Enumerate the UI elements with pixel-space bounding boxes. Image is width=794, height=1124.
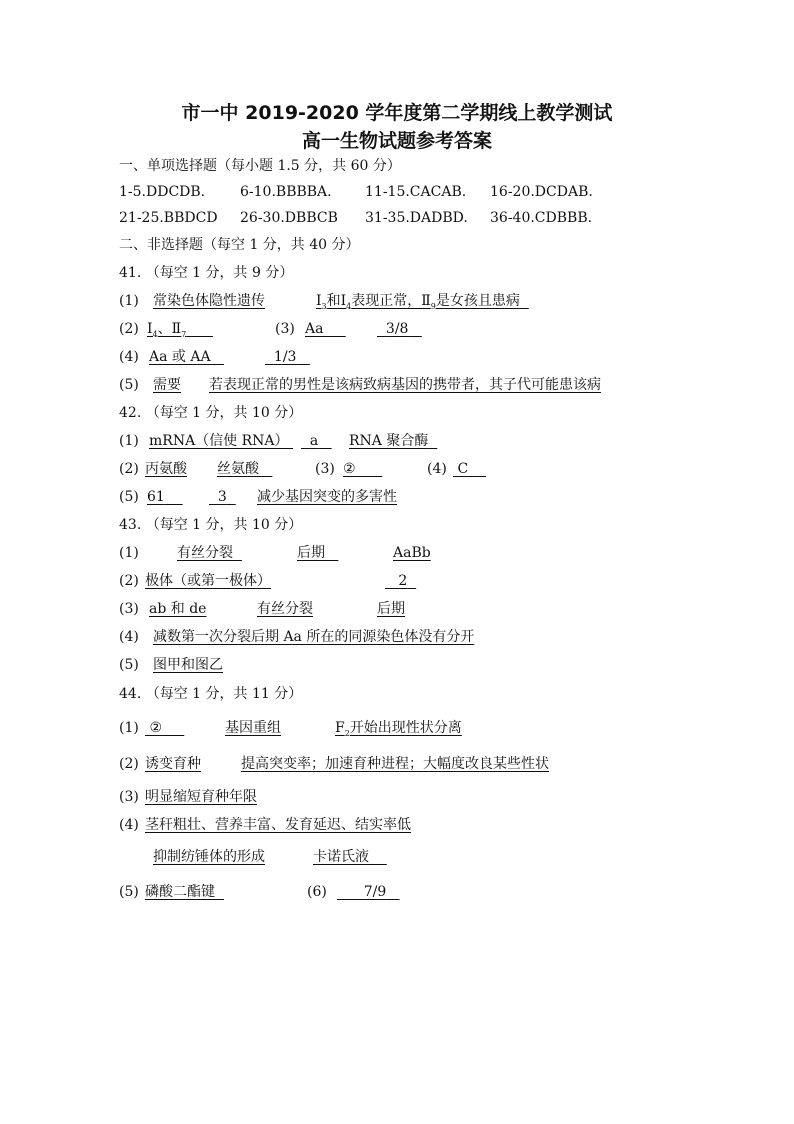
answer-blank: 极体（或第一极体） (145, 573, 271, 589)
q44-heading: 44. （每空 1 分，共 11 分） (119, 686, 303, 702)
q43-part1 (119, 544, 679, 562)
part-number: (2) (119, 461, 139, 477)
part-number: (3) (275, 321, 295, 337)
part-number: (1) (119, 720, 139, 736)
part-number: (3) (315, 461, 335, 477)
answer-blank: 3/8 (385, 321, 409, 337)
part-number: (4) (119, 349, 139, 365)
q43-part5 (119, 656, 679, 674)
answer-group: 21-25.BBDCD (119, 210, 218, 226)
answer-blank: ② (343, 461, 356, 477)
section2-heading: 二、非选择题（每空 1 分，共 40 分） (119, 237, 360, 253)
answer-group: 36-40.CDBBB. (490, 210, 593, 226)
answer-group: 16-20.DCDAB. (490, 184, 593, 200)
q44-part1 (119, 719, 679, 737)
answer-blank: 需要 (153, 377, 181, 393)
answer-blank: RNA 聚合酶 (349, 433, 429, 449)
answer-blank: 卡诺氏液 (313, 849, 369, 865)
answer-blank: Aa (305, 321, 324, 337)
q41-part4 (119, 348, 679, 366)
answer-blank: 3 (217, 489, 227, 505)
answer-group: 26-30.DBBCB (240, 210, 338, 226)
part-number: (1) (119, 293, 139, 309)
section1-heading: 一、单项选择题（每小题 1.5 分，共 60 分） (119, 158, 401, 174)
q41-part1 (119, 292, 679, 310)
answer-blank: ab 和 de (149, 601, 207, 617)
q44-part4-continued (119, 848, 679, 866)
answer-blank: 基因重组 (225, 720, 281, 736)
answer-blank: 诱变育种 (145, 756, 201, 772)
answer-blank: AaBb (393, 545, 431, 561)
answer-blank: 常染色体隐性遗传 (153, 293, 265, 309)
part-number: (2) (119, 321, 139, 337)
answer-blank: 抑制纺锤体的形成 (153, 849, 265, 865)
answer-group: 11-15.CACAB. (365, 184, 467, 200)
q42-part5 (119, 488, 679, 506)
part-number: (5) (119, 884, 139, 900)
q44-part4 (119, 816, 679, 834)
q42-part1 (119, 432, 679, 450)
answer-blank: 若表现正常的男性是该病致病基因的携带者，其子代可能患该病 (209, 377, 601, 393)
part-number: (5) (119, 657, 139, 673)
answer-blank: $Ⅰ_4$、$Ⅱ_7$ (147, 321, 187, 339)
answer-blank: C (457, 461, 469, 477)
answer-blank: 提高突变率；加速育种进程；大幅度改良某些性状 (241, 756, 549, 772)
q42-heading: 42. （每空 1 分，共 10 分） (119, 405, 303, 421)
answer-blank: 后期 (377, 601, 405, 617)
answer-blank: mRNA（信使 RNA） (149, 433, 289, 449)
part-number: (2) (119, 756, 139, 772)
part-number: (4) (119, 629, 139, 645)
answer-blank: 有丝分裂 (177, 545, 233, 561)
answer-blank: 2 (398, 573, 408, 589)
part-number: (4) (427, 461, 447, 477)
part-number: (6) (307, 884, 327, 900)
q41-heading: 41. （每空 1 分，共 9 分） (119, 265, 294, 281)
answer-blank: $Ⅰ_3$和$Ⅰ_4$表现正常，$Ⅱ_9$是女孩且患病 (316, 293, 520, 311)
part-number: (4) (119, 817, 139, 833)
answer-blank: Aa 或 AA (149, 349, 211, 365)
page-title-line1: 市一中 2019-2020 学年度第二学期线上教学测试 (181, 102, 613, 124)
q42-part2-4 (119, 460, 679, 478)
q43-heading: 43. （每空 1 分，共 10 分） (119, 517, 303, 533)
part-number: (3) (119, 789, 139, 805)
answers-row-2 (119, 209, 679, 227)
answer-blank: 1/3 (273, 349, 297, 365)
q41-part2-3 (119, 320, 679, 338)
part-number: (1) (119, 545, 139, 561)
q43-part2 (119, 572, 679, 590)
answer-blank: 图甲和图乙 (153, 657, 223, 673)
answer-blank: $F_2$开始出现性状分离 (335, 720, 462, 738)
part-number: (5) (119, 489, 139, 505)
part-number: (3) (119, 601, 139, 617)
answer-blank: 茎秆粗壮、营养丰富、发育延迟、结实率低 (145, 817, 411, 833)
answer-blank: 丝氨酸 (217, 461, 259, 477)
part-number: (2) (119, 573, 139, 589)
page-title-line2: 高一生物试题参考答案 (301, 130, 492, 152)
answer-blank: 有丝分裂 (257, 601, 313, 617)
q44-part2 (119, 755, 679, 773)
answer-blank: 明显缩短育种年限 (145, 789, 257, 805)
part-number: (5) (119, 377, 139, 393)
q44-part5-6 (119, 883, 679, 901)
q43-part3 (119, 600, 679, 618)
answer-blank: a (309, 433, 319, 449)
answer-blank: 7/9 (363, 884, 387, 900)
answer-blank: 丙氨酸 (145, 461, 187, 477)
answer-group: 6-10.BBBBA. (240, 184, 332, 200)
answer-blank: 减少基因突变的多害性 (257, 489, 397, 505)
answer-group: 31-35.DADBD. (365, 210, 468, 226)
answer-group: 1-5.DDCDB. (119, 184, 206, 200)
q43-part4 (119, 628, 679, 646)
answer-blank: ② (149, 720, 163, 736)
answer-blank: 后期 (297, 545, 325, 561)
answer-blank: 减数第一次分裂后期 Aa 所在的同源染色体没有分开 (153, 629, 475, 645)
answer-blank: 61 (147, 489, 165, 505)
answer-blank: 磷酸二酯键 (145, 884, 215, 900)
q41-part5 (119, 376, 679, 394)
answers-row-1 (119, 183, 679, 201)
part-number: (1) (119, 433, 139, 449)
q44-part3 (119, 788, 679, 806)
